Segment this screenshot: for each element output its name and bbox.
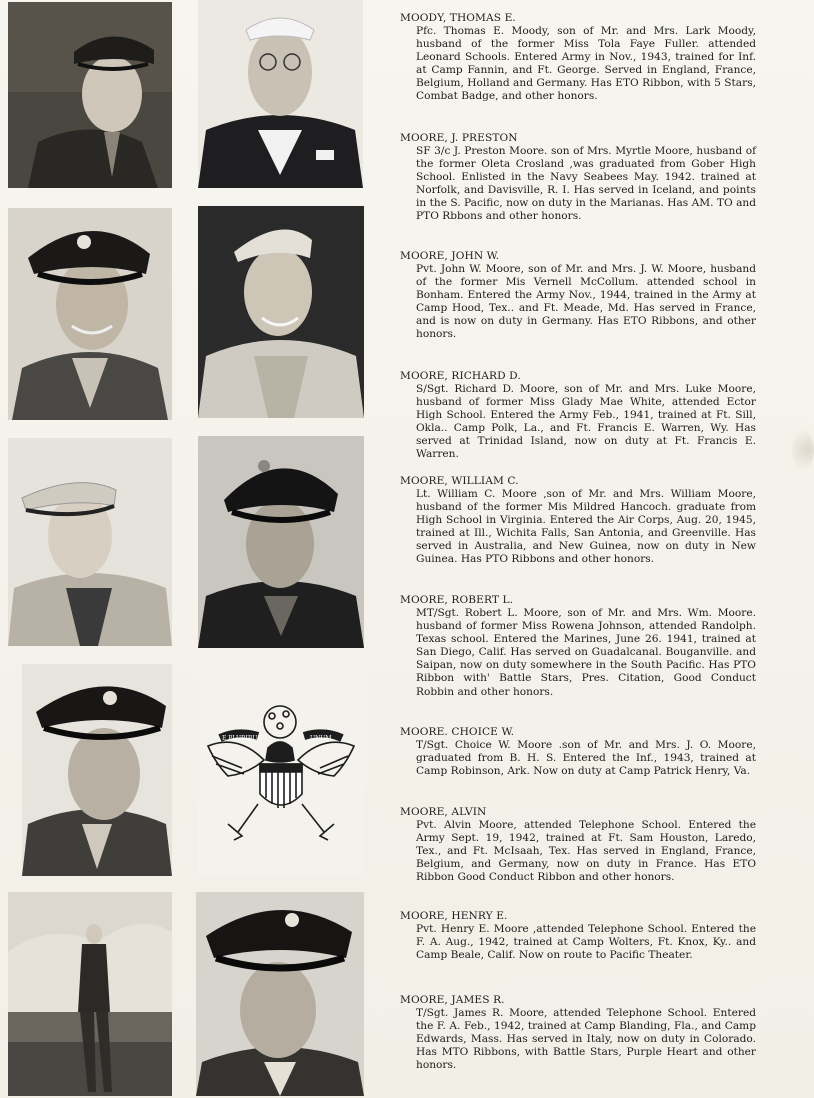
portrait-photo-moore-john: [8, 208, 172, 420]
bio-entry: [400, 250, 756, 342]
bio-entry: [400, 12, 756, 104]
bio-entry: [400, 370, 756, 462]
bio-entry: [400, 132, 756, 224]
paper-fold-mark: [792, 430, 814, 470]
emblem-motto-right: UNUM: [310, 735, 332, 742]
portrait-photo-moore-choice: [22, 664, 172, 876]
entry-text: Lt. William C. Moore ,son of Mr. and Mrs. William Moore, husband of the former Mis Mildred Hancoch. graduate from High School in Virginia. Entered the Air Corps, Aug. 20, 1945, trained at Ill., Wichita Falls, San Antonia, and Greenville. Has served in Australia, and New Guinea, now on duty in New Guinea. Has PTO Ribbons and other honors.: [416, 488, 756, 566]
entry-text: Pvt. Alvin Moore, attended Telephone School. Entered the Army Sept. 19, 1942, trained at Ft. Sam Houston, Laredo, Tex., and Ft. McIsaah, Tex. Has served in England, France, Belgium, and Germany, now on duty in France. Has ETO Ribbon Good Conduct Ribbon and other honors.: [416, 819, 756, 884]
bio-entry: [400, 726, 756, 778]
entry-text: MT/Sgt. Robert L. Moore, son of Mr. and Mrs. Wm. Moore. husband of former Miss Rowena Johnson, attended Randolph. Texas school. Entered the Marines, June 26. 1941, trained at San Diego, Calif. Has served on Guadalcanal. Bouganville. and Saipan, now on duty somewhere in the South Pacific. Has PTO Ribbon with' Battle Stars, Pres. Citation, Good Conduct Robbin and other honors.: [416, 607, 756, 698]
fulllength-photo-moore-henry: [8, 892, 172, 1096]
entry-name: MOORE, RICHARD D.: [400, 370, 521, 382]
entry-name: MOORE, HENRY E.: [400, 910, 508, 922]
portrait-photo-moore-richard: [198, 206, 364, 418]
bio-entry: [400, 806, 756, 884]
bio-entry: [400, 594, 756, 699]
entry-text: T/Sgt. James R. Moore, attended Telephone School. Entered the F. A. Feb., 1942, trained at Camp Blanding, Fla., and Camp Edwards, Mass. Has served in Italy, now on duty in Colorado. Has MTO Ribbons, with Battle Stars, Purple Heart and other honors.: [416, 1007, 756, 1072]
entry-name: MOORE. CHOICE W.: [400, 726, 515, 738]
entry-name: MOORE, WILLIAM C.: [400, 475, 519, 487]
emblem-motto-left: E PLURIBUS: [222, 735, 262, 742]
portrait-photo-moore-j-preston: [198, 0, 363, 188]
entry-text: S/Sgt. Richard D. Moore, son of Mr. and Mrs. Luke Moore, husband of former Miss Glady Mae White, attended Ector High School. Entered the Army Feb., 1941, trained at Ft. Sill, Okla.. Camp Polk, La., and Ft. Francis E. Warren, Wy. Has served at Trinidad Island, now on duty at Ft. Francis E. Warren.: [416, 383, 756, 461]
entry-text: Pvt. John W. Moore, son of Mr. and Mrs. J. W. Moore, husband of the former Mis Vernell McCollum. attended school in Bonham. Entered the Army Nov., 1944, trained in the Army at Camp Hood, Tex.. and Ft. Meade, Md. Has served in France, and is now on duty in Germany. Has ETO Ribbons, and other honors.: [416, 263, 756, 341]
entry-name: MOORE, JAMES R.: [400, 994, 505, 1006]
entry-name: MOODY, THOMAS E.: [400, 12, 516, 24]
entry-name: MOORE, ALVIN: [400, 806, 487, 818]
portrait-photo-moore-robert: [198, 436, 364, 648]
entry-name: MOORE, ROBERT L.: [400, 594, 514, 606]
entry-text: Pfc. Thomas E. Moody, son of Mr. and Mrs. Lark Moody, husband of the former Miss Tola Faye Fuller. attended Leonard Schools. Entered Army in Nov., 1943, trained for Inf. at Camp Fannin, and Ft. George. Served in England, France, Belgium, Holland and Germany. Has ETO Ribbon, with 5 Stars, Combat Badge, and other honors.: [416, 25, 756, 103]
entry-text: T/Sgt. Choice W. Moore .son of Mr. and Mrs. J. O. Moore, graduated from B. H. S. Entered the Inf., 1943, trained at Camp Robinson, Ark. Now on duty at Camp Patrick Henry, Va.: [416, 739, 756, 778]
portrait-photo-moore-william: [8, 438, 172, 646]
portrait-photo-moody-thomas: [8, 2, 172, 188]
eagle-emblem: [198, 664, 364, 876]
bio-entry: [400, 910, 756, 962]
entry-text: Pvt. Henry E. Moore ,attended Telephone School. Entered the F. A. Aug., 1942, trained at Camp Wolters, Ft. Knox, Ky.. and Camp Beale, Calif. Now on route to Pacific Theater.: [416, 923, 756, 962]
entry-name: MOORE, J. PRESTON: [400, 132, 518, 144]
portrait-photo-moore-james: [196, 892, 364, 1096]
entry-name: MOORE, JOHN W.: [400, 250, 500, 262]
entry-text: SF 3/c J. Preston Moore. son of Mrs. Myrtle Moore, husband of the former Oleta Crosland ,was graduated from Gober High School. Enlisted in the Navy Seabees May. 1942. trained at Norfolk, and Davisville, R. I. Has served in Iceland, and points in the S. Pacific, now on duty in the Marianas. Has AM. TO and PTO Rbbons and other honors.: [416, 145, 756, 223]
bio-entry: [400, 994, 756, 1072]
bio-entry: [400, 475, 756, 567]
